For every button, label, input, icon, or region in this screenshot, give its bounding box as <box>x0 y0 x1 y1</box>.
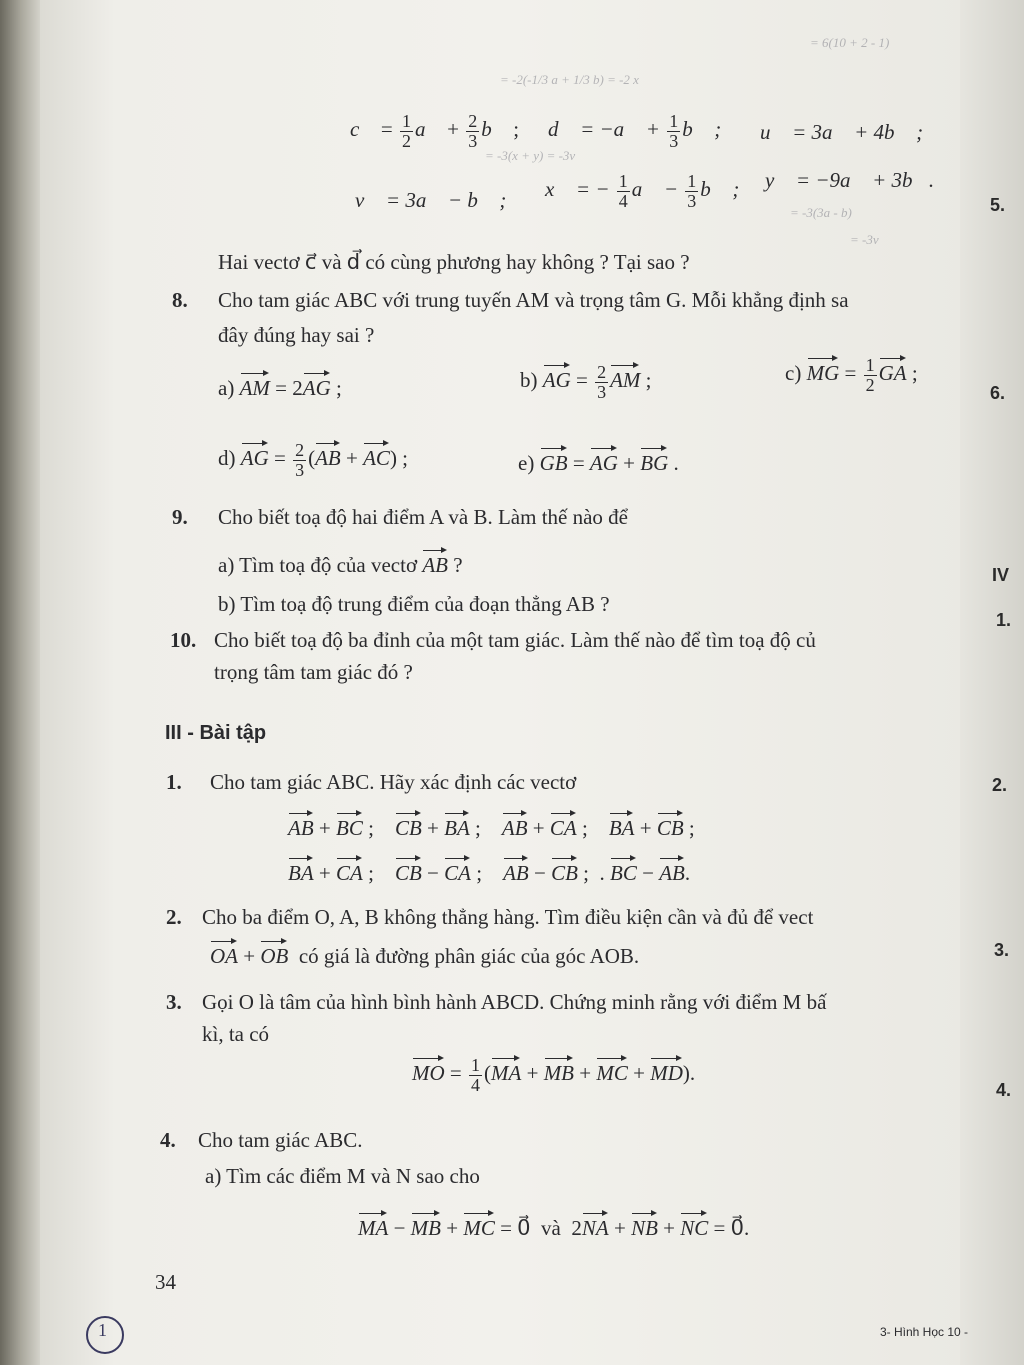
q8-option-d: d) AG = $\frac{2}{3}$ (AB + AC) ; <box>218 439 409 480</box>
ex1-text: Cho tam giác ABC. Hãy xác định các vectơ <box>210 770 577 794</box>
q9-option-b: b) Tìm toạ độ trung điểm của đoạn thẳng AB ? <box>218 592 610 616</box>
q8-option-b: b) AG = $\frac{2}{3}$ AM ; <box>520 361 652 402</box>
ex1-number: 1. <box>166 770 182 794</box>
circled-number: 1 <box>98 1320 107 1340</box>
ex1-vectors-row2: BA + CA ; CB − CA ; AB − CB ; . BC − AB. <box>288 855 690 886</box>
q8-text-line1: Cho tam giác ABC với trung tuyến AM và trọng tâm G. Mỗi khẳng định sa <box>218 288 849 312</box>
q8-option-a: a) AM = 2AG ; <box>218 370 342 401</box>
q10-line1: Cho biết toạ độ ba đỉnh của một tam giác. Làm thế nào để tìm toạ độ củ <box>214 628 816 652</box>
expr-x: x⃗ = − $\frac{1}{4}$ a⃗ − $\frac{1}{3}$ b⃗ ; <box>545 171 740 211</box>
margin-label: IV <box>992 565 1010 585</box>
q8-option-e: e) GB = AG + BG . <box>518 445 679 476</box>
q8-text-line2: đây đúng hay sai ? <box>218 323 375 347</box>
question-c-d: Hai vectơ c⃗ và d⃗ có cùng phương hay không ? Tại sao ? <box>218 250 690 274</box>
ex3-line1: Gọi O là tâm của hình bình hành ABCD. Chứng minh rằng với điểm M bấ <box>202 990 827 1014</box>
ex2-number: 2. <box>166 905 182 929</box>
expr-c: c⃗ = $\frac{1}{2}$ a⃗ + $\frac{2}{3}$ b⃗ ; <box>350 111 520 151</box>
ex3-formula: MO = $\frac{1}{4}$ (MA + MB + MC + MD). <box>412 1054 696 1095</box>
expr-u: u⃗ = 3a⃗ + 4b⃗ ; <box>760 120 924 144</box>
pencil-note: = -3(3a - b) <box>790 205 852 220</box>
page-number: 34 <box>155 1270 176 1294</box>
pencil-note: = -3(x + y) = -3v <box>485 148 576 163</box>
q8-number: 8. <box>172 288 188 312</box>
q10-number: 10. <box>170 628 197 652</box>
q8-option-c: c) MG = $\frac{1}{2}$ GA ; <box>785 354 918 395</box>
ex3-number: 3. <box>166 990 182 1014</box>
pencil-note: = -3v <box>850 232 879 247</box>
expr-d: d⃗ = −a⃗ + $\frac{1}{3}$ b⃗ ; <box>548 111 722 151</box>
margin-label: 1. <box>996 610 1012 630</box>
ex4-number: 4. <box>160 1128 176 1152</box>
section-title: III - Bài tập <box>165 722 267 744</box>
q9-number: 9. <box>172 505 188 529</box>
footer-text: 3- Hình Học 10 - <box>880 1325 969 1339</box>
pencil-note: = 6(10 + 2 - 1) <box>810 35 890 50</box>
margin-label: 5. <box>990 195 1006 215</box>
pencil-note: = -2(-1/3 a + 1/3 b) = -2 x <box>500 72 639 87</box>
margin-label: 4. <box>996 1080 1012 1100</box>
expr-v: v⃗ = 3a⃗ − b⃗ ; <box>355 188 507 212</box>
ex1-vectors-row1: AB + BC ; CB + BA ; AB + CA ; BA + CB ; <box>288 810 695 841</box>
margin-label: 2. <box>992 775 1008 795</box>
ex4-text: Cho tam giác ABC. <box>198 1128 363 1152</box>
ex4-formula: MA − MB + MC = 0⃗ và 2NA + NB + NC = 0⃗. <box>358 1210 749 1241</box>
q9-option-a: a) Tìm toạ độ của vectơ AB ? <box>218 547 463 578</box>
q10-line2: trọng tâm tam giác đó ? <box>214 660 413 684</box>
ex4-option-a: a) Tìm các điểm M và N sao cho <box>205 1164 480 1188</box>
q9-text: Cho biết toạ độ hai điểm A và B. Làm thế nào để <box>218 505 629 529</box>
ex2-line2: OA + OB có giá là đường phân giác của góc AOB. <box>210 938 639 969</box>
ex2-line1: Cho ba điểm O, A, B không thẳng hàng. Tìm điều kiện cần và đủ để vect <box>202 905 814 929</box>
margin-label: 3. <box>994 940 1010 960</box>
margin-label: 6. <box>990 383 1006 403</box>
ex3-line2: kì, ta có <box>202 1022 270 1046</box>
expr-y: y⃗ = −9a⃗ + 3b⃗. <box>765 168 935 192</box>
